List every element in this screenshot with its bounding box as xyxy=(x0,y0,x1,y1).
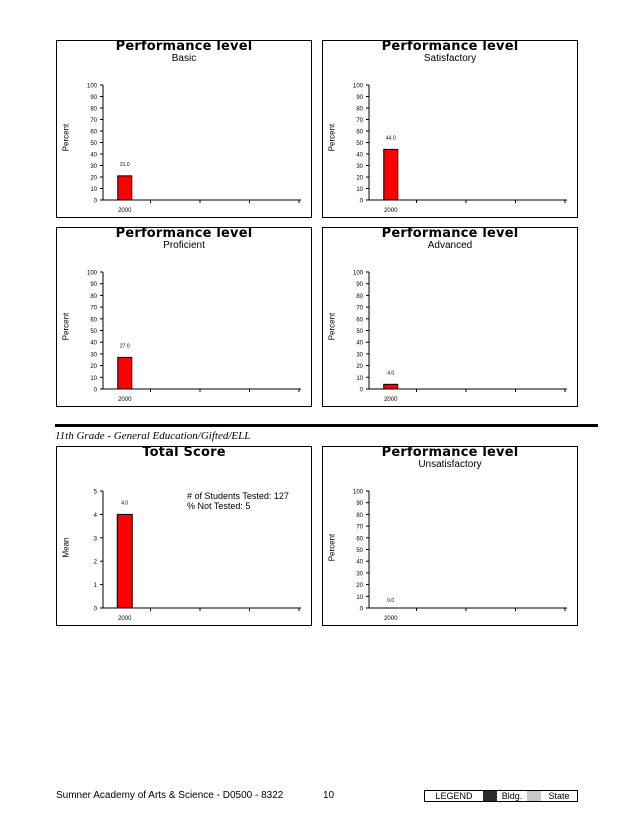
chart-panel-satisfactory xyxy=(322,40,578,218)
y-tick-label: 10 xyxy=(356,594,363,601)
y-tick-label: 90 xyxy=(90,282,97,289)
x-tick-label: 2000 xyxy=(118,397,132,403)
legend-state-swatch xyxy=(527,791,541,801)
y-tick-label: 90 xyxy=(90,95,97,101)
chart-svg xyxy=(57,228,313,408)
y-tick-label: 40 xyxy=(90,340,97,347)
bar-2000 xyxy=(384,149,398,200)
y-tick-label: 3 xyxy=(93,536,97,543)
y-tick-label: 10 xyxy=(356,187,363,193)
y-tick-label: 4 xyxy=(93,512,97,519)
bar-2000 xyxy=(118,176,132,200)
y-tick-label: 50 xyxy=(356,548,363,554)
chart-svg xyxy=(323,41,579,219)
y-tick-label: 80 xyxy=(356,293,363,300)
bar-2000 xyxy=(384,384,398,389)
y-tick-label: 80 xyxy=(90,106,97,113)
y-tick-label: 60 xyxy=(90,129,97,136)
y-tick-label: 0 xyxy=(93,606,97,613)
chart-panel-basic xyxy=(56,40,312,218)
y-tick-label: 60 xyxy=(90,317,97,324)
chart-title: Performance level xyxy=(115,39,253,54)
y-tick-label: 5 xyxy=(93,489,97,496)
y-tick-label: 60 xyxy=(356,536,363,543)
y-tick-label: 20 xyxy=(90,175,97,182)
y-tick-label: 0 xyxy=(93,198,97,205)
chart-subtitle: Proficient xyxy=(163,240,205,251)
y-tick-label: 2 xyxy=(93,559,97,566)
chart-svg xyxy=(323,228,579,408)
y-tick-label: 70 xyxy=(90,118,97,124)
y-tick-label: 90 xyxy=(356,95,363,101)
y-tick-label: 70 xyxy=(356,118,363,124)
y-tick-label: 0 xyxy=(93,387,97,394)
data-label: 4.0 xyxy=(121,500,129,507)
chart-title: Performance level xyxy=(381,445,519,460)
y-axis-label: Percent xyxy=(327,533,337,562)
y-tick-label: 30 xyxy=(90,352,97,359)
y-tick-label: 100 xyxy=(86,270,97,277)
legend-bldg-swatch xyxy=(483,791,497,801)
chart-panel-proficient xyxy=(56,227,312,407)
y-tick-label: 90 xyxy=(356,282,363,289)
chart-svg xyxy=(323,447,579,627)
data-label: 21.0 xyxy=(119,161,130,168)
x-tick-label: 2000 xyxy=(384,397,398,403)
y-tick-label: 20 xyxy=(356,583,363,590)
y-axis-label: Mean xyxy=(61,537,71,558)
chart-panel-unsatisfactory xyxy=(322,446,578,626)
y-tick-label: 80 xyxy=(90,293,97,300)
section-title: 11th Grade - General Education/Gifted/ELL xyxy=(55,430,251,442)
bar-2000 xyxy=(117,514,132,608)
y-tick-label: 10 xyxy=(356,375,363,382)
data-label: 27.0 xyxy=(119,343,130,350)
y-tick-label: 50 xyxy=(90,141,97,147)
y-tick-label: 50 xyxy=(356,141,363,147)
chart-title: Performance level xyxy=(115,226,253,241)
y-axis-label: Percent xyxy=(61,312,71,341)
y-tick-label: 0 xyxy=(359,387,363,394)
y-tick-label: 30 xyxy=(356,352,363,359)
y-tick-label: 100 xyxy=(86,83,97,90)
y-tick-label: 70 xyxy=(90,305,97,312)
y-tick-label: 0 xyxy=(359,606,363,613)
y-tick-label: 50 xyxy=(356,329,363,335)
y-tick-label: 60 xyxy=(356,317,363,324)
y-tick-label: 100 xyxy=(352,83,363,90)
students-tested-note: # of Students Tested: 127 xyxy=(187,491,289,501)
footer-page-number: 10 xyxy=(323,790,335,801)
y-tick-label: 20 xyxy=(90,364,97,371)
legend xyxy=(424,790,578,802)
x-tick-label: 2000 xyxy=(118,616,132,622)
y-tick-label: 80 xyxy=(356,106,363,113)
y-axis-label: Percent xyxy=(327,312,337,341)
data-label: 0.0 xyxy=(387,598,395,604)
chart-panel-total-score xyxy=(56,446,312,626)
chart-subtitle: Unsatisfactory xyxy=(418,459,482,470)
y-tick-label: 20 xyxy=(356,175,363,182)
chart-title: Performance level xyxy=(381,39,519,54)
y-tick-label: 40 xyxy=(90,152,97,159)
y-tick-label: 30 xyxy=(356,571,363,578)
y-tick-label: 30 xyxy=(356,164,363,170)
bar-2000 xyxy=(118,357,132,389)
y-axis-label: Percent xyxy=(327,123,337,152)
y-tick-label: 80 xyxy=(356,512,363,519)
chart-subtitle: Advanced xyxy=(427,240,473,251)
section-divider xyxy=(55,424,598,427)
chart-panel-advanced xyxy=(322,227,578,407)
x-tick-label: 2000 xyxy=(384,616,398,622)
y-tick-label: 20 xyxy=(356,364,363,371)
y-tick-label: 70 xyxy=(356,524,363,531)
chart-svg xyxy=(57,41,313,219)
chart-title: Total Score xyxy=(142,445,226,460)
y-axis-label: Percent xyxy=(61,123,71,152)
legend-bldg-label: Bldg. xyxy=(501,791,523,801)
y-tick-label: 100 xyxy=(352,270,363,277)
x-tick-label: 2000 xyxy=(118,208,132,214)
y-tick-label: 30 xyxy=(90,164,97,170)
y-tick-label: 10 xyxy=(90,187,97,193)
y-tick-label: 70 xyxy=(356,305,363,312)
y-tick-label: 40 xyxy=(356,340,363,347)
x-tick-label: 2000 xyxy=(384,208,398,214)
y-tick-label: 40 xyxy=(356,152,363,159)
chart-subtitle: Basic xyxy=(171,53,197,64)
not-tested-note: % Not Tested: 5 xyxy=(187,501,251,511)
y-tick-label: 90 xyxy=(356,501,363,508)
y-tick-label: 50 xyxy=(90,329,97,335)
y-tick-label: 10 xyxy=(90,375,97,382)
data-label: 44.0 xyxy=(385,135,396,142)
y-tick-label: 40 xyxy=(356,559,363,566)
footer-school: Sumner Academy of Arts & Science - D0500 - 8322 xyxy=(56,790,284,801)
chart-subtitle: Satisfactory xyxy=(423,53,477,64)
data-label: 4.0 xyxy=(387,370,395,377)
chart-title: Performance level xyxy=(381,226,519,241)
y-tick-label: 0 xyxy=(359,198,363,205)
y-tick-label: 1 xyxy=(93,583,97,590)
y-tick-label: 60 xyxy=(356,129,363,136)
y-tick-label: 100 xyxy=(352,489,363,496)
chart-svg xyxy=(57,447,313,627)
legend-label: LEGEND xyxy=(435,791,473,801)
legend-state-label: State xyxy=(548,791,570,801)
